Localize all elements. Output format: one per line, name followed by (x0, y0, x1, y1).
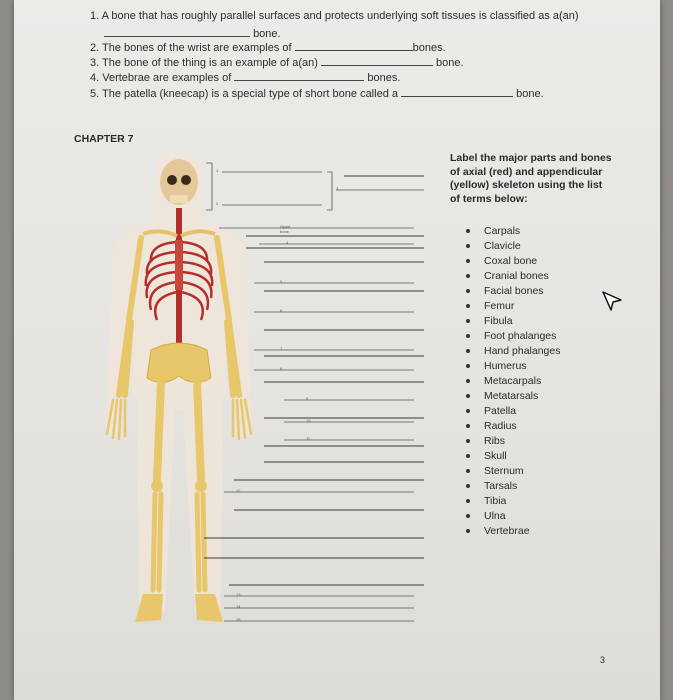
term-item (466, 224, 560, 239)
bullet-icon (466, 469, 470, 473)
term-item (466, 464, 560, 479)
bullet-icon (466, 379, 470, 383)
number-4: 4 (286, 240, 289, 245)
term-label: Hand phalanges (484, 345, 561, 357)
bullet-icon (466, 424, 470, 428)
term-label: Tibia (484, 495, 507, 507)
bullet-icon (466, 349, 470, 353)
term-label: Skull (484, 450, 507, 462)
term-item (466, 299, 560, 314)
number-11: 11 (306, 436, 311, 441)
question-5-suffix: bone. (516, 88, 544, 100)
number-14: 14 (236, 604, 241, 609)
number-13: 13 (236, 592, 241, 597)
term-item (466, 479, 560, 494)
term-label: Tarsals (484, 480, 518, 492)
term-item (466, 389, 560, 404)
term-label: Ribs (484, 435, 506, 447)
bullet-icon (466, 454, 470, 458)
term-label: Fibula (484, 315, 513, 327)
term-item (466, 314, 560, 329)
term-item (466, 524, 560, 539)
term-item (466, 359, 560, 374)
term-item (466, 284, 560, 299)
term-item (466, 344, 560, 359)
term-label: Vertebrae (484, 525, 530, 537)
term-item (466, 434, 560, 449)
term-item (466, 419, 560, 434)
term-item (466, 239, 560, 254)
bullet-icon (466, 364, 470, 368)
term-item (466, 509, 560, 524)
number-9: 9 (306, 396, 309, 401)
question-1-text: 1. A bone that has roughly parallel surfaces and protects underlying soft tissues is classified as a(an) (90, 10, 579, 22)
bullet-icon (466, 514, 470, 518)
term-label: Coxal bone (484, 255, 538, 267)
question-5-text: 5. The patella (kneecap) is a special type of short bone called a (90, 88, 398, 100)
number-15: 15 (236, 617, 241, 622)
bracket-1 (206, 163, 212, 210)
term-item (466, 254, 560, 269)
label-leader-lines (14, 0, 660, 700)
term-label: Sternum (484, 465, 524, 477)
number-2: 2 (216, 201, 219, 206)
term-item (466, 374, 560, 389)
hyoid-label: Hyoid bone (280, 224, 291, 234)
bullet-icon (466, 394, 470, 398)
bracket-3 (327, 172, 332, 210)
question-2-suffix: bones. (412, 42, 446, 54)
terms-list (466, 224, 560, 539)
number-5: 5 (280, 279, 283, 284)
mouse-pointer-icon (601, 290, 625, 314)
answer-lines (204, 176, 424, 585)
number-1: 1 (216, 168, 219, 173)
bullet-icon (466, 319, 470, 323)
term-label: Foot phalanges (484, 330, 557, 342)
term-label: Metacarpals (484, 375, 542, 387)
term-item (466, 494, 560, 509)
term-label: Cranial bones (484, 270, 549, 282)
bullet-icon (466, 274, 470, 278)
number-8: 8 (280, 366, 283, 371)
bullet-icon (466, 439, 470, 443)
bullet-icon (466, 484, 470, 488)
bullet-icon (466, 499, 470, 503)
bullet-icon (466, 229, 470, 233)
term-label: Radius (484, 420, 517, 432)
term-label: Metatarsals (484, 390, 539, 402)
term-label: Humerus (484, 360, 527, 372)
chapter-heading: CHAPTER 7 (74, 133, 134, 145)
page-number: 3 (600, 655, 606, 665)
term-label: Femur (484, 300, 515, 312)
instructions: Label the major parts and bones of axial (red) and appendicular (yellow) skeleton using the list of terms below: (450, 152, 612, 205)
question-1-suffix: bone. (253, 28, 281, 40)
number-10: 10 (306, 418, 311, 423)
term-item (466, 404, 560, 419)
question-3-text: 3. The bone of the thing is an example of a(an) (90, 57, 318, 69)
bullet-icon (466, 409, 470, 413)
bullet-icon (466, 304, 470, 308)
term-item (466, 449, 560, 464)
bullet-icon (466, 259, 470, 263)
question-4-suffix: bones. (367, 72, 401, 84)
term-label: Facial bones (484, 285, 544, 297)
term-label: Patella (484, 405, 517, 417)
number-6: 6 (280, 308, 283, 313)
term-item (466, 329, 560, 344)
number-3: 3 (336, 186, 339, 191)
bullet-icon (466, 334, 470, 338)
bullet-icon (466, 529, 470, 533)
worksheet-page (14, 0, 660, 700)
question-3-suffix: bone. (436, 57, 464, 69)
bullet-icon (466, 289, 470, 293)
term-label: Ulna (484, 510, 506, 522)
term-item (466, 269, 560, 284)
term-label: Clavicle (484, 240, 521, 252)
term-label: Carpals (484, 225, 521, 237)
number-12: 12 (236, 488, 241, 493)
bullet-icon (466, 244, 470, 248)
number-7: 7 (280, 346, 283, 351)
question-2-text: 2. The bones of the wrist are examples of (90, 42, 292, 54)
question-4-text: 4. Vertebrae are examples of (90, 72, 232, 84)
